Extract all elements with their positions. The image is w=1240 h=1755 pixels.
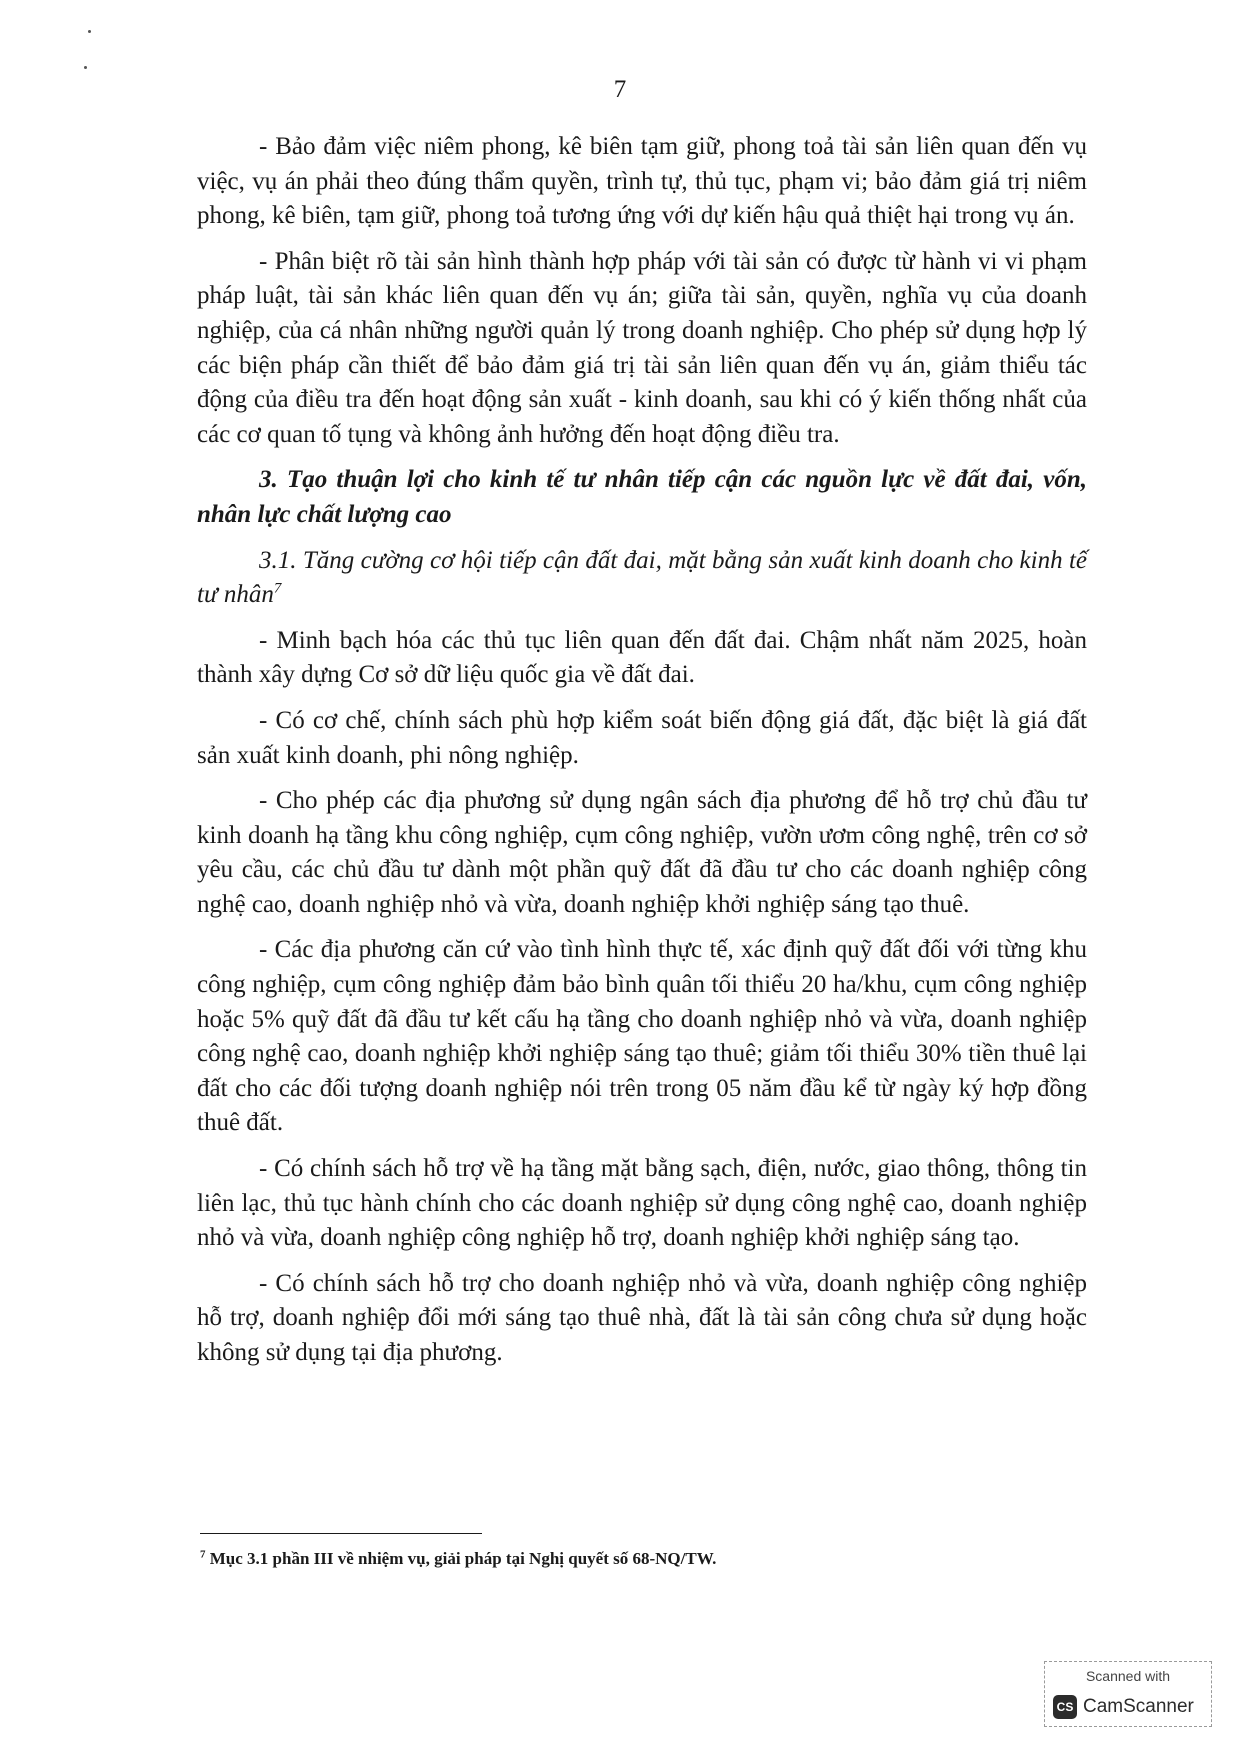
paragraph-local-budget-support: - Cho phép các địa phương sử dụng ngân sách địa phương để hỗ trợ chủ đầu tư kinh doanh hạ tầng khu công nghiệp, cụm công nghiệp, vườn ươm công nghệ, trên cơ sở yêu cầu, các chủ đầu tư dành một phần quỹ đất đã đầu tư cho các doanh nghiệp công nghệ cao, doanh nghiệp nhỏ và vừa, doanh nghiệp khởi nghiệp sáng tạo thuê. (197, 787, 1087, 918)
footnote-reference: 7 (273, 580, 282, 597)
footnote-marker: 7 (200, 1548, 206, 1561)
paragraph-land-transparency: - Minh bạch hóa các thủ tục liên quan đến đất đai. Chậm nhất năm 2025, hoàn thành xây dựng Cơ sở dữ liệu quốc gia về đất đai. (197, 626, 1087, 689)
footnote-text: Mục 3.1 phần III về nhiệm vụ, giải pháp tại Nghị quyết số 68-NQ/TW. (205, 1549, 717, 1568)
camscanner-logo-icon: CS (1053, 1695, 1077, 1719)
footnote (200, 1547, 1080, 1571)
paragraph-land-fund-allocation: - Các địa phương căn cứ vào tình hình thực tế, xác định quỹ đất đối với từng khu công nghiệp, cụm công nghiệp đảm bảo bình quân tối thiểu 20 ha/khu, cụm công nghiệp hoặc 5% quỹ đất đã đầu tư kết cấu hạ tầng cho doanh nghiệp nhỏ và vừa, doanh nghiệp công nghệ cao, doanh nghiệp khởi nghiệp sáng tạo thuê; giảm tối thiểu 30% tiền thuê lại đất cho các đối tượng doanh nghiệp nói trên trong 05 năm đầu kể từ ngày ký hợp đồng thuê đất. (197, 936, 1087, 1137)
stamp-caption: Scanned with (1085, 1668, 1171, 1684)
paragraph-asset-sealing: - Bảo đảm việc niêm phong, kê biên tạm giữ, phong toả tài sản liên quan đến vụ việc, vụ án phải theo đúng thẩm quyền, trình tự, thủ tục, phạm vi; bảo đảm giá trị niêm phong, kê biên, tạm giữ, phong toả tương ứng với dự kiến hậu quả thiệt hại trong vụ án. (197, 133, 1087, 230)
paragraph-land-price-control: - Có cơ chế, chính sách phù hợp kiểm soát biến động giá đất, đặc biệt là giá đất sản xuất kinh doanh, phi nông nghiệp. (197, 706, 1087, 769)
scan-speck (88, 30, 91, 33)
paragraph-public-asset-lease: - Có chính sách hỗ trợ cho doanh nghiệp nhỏ và vừa, doanh nghiệp công nghiệp hỗ trợ, doanh nghiệp đổi mới sáng tạo thuê nhà, đất là tài sản công chưa sử dụng hoặc không sử dụng tại địa phương. (197, 1269, 1087, 1366)
paragraph-infrastructure-support: - Có chính sách hỗ trợ về hạ tầng mặt bằng sạch, điện, nước, giao thông, thông tin liên lạc, thủ tục hành chính cho các doanh nghiệp sử dụng công nghệ cao, doanh nghiệp nhỏ và vừa, doanh nghiệp công nghiệp hỗ trợ, doanh nghiệp khởi nghiệp sáng tạo. (197, 1155, 1087, 1252)
footnote-divider (200, 1533, 482, 1534)
scan-speck (84, 66, 87, 69)
stamp-brand-name: CamScanner (1083, 1696, 1194, 1717)
page-number: 7 (613, 76, 627, 103)
subheading-text: 3.1. Tăng cường cơ hội tiếp cận đất đai, mặt bằng sản xuất kinh doanh cho kinh tế tư nhân (197, 546, 1087, 609)
paragraph-asset-distinction: - Phân biệt rõ tài sản hình thành hợp pháp với tài sản có được từ hành vi vi phạm pháp luật, tài sản khác liên quan đến vụ án; giữa tài sản, quyền, nghĩa vụ của doanh nghiệp, của cá nhân những người quản lý trong doanh nghiệp. Cho phép sử dụng hợp lý các biện pháp cần thiết để bảo đảm giá trị tài sản liên quan đến vụ án, giảm thiểu tác động của điều tra đến hoạt động sản xuất - kinh doanh, sau khi có ý kiến thống nhất của các cơ quan tố tụng và không ảnh hưởng đến hoạt động điều tra. (197, 247, 1087, 448)
section-subheading-3-1 (197, 544, 1087, 613)
document-body (197, 130, 1087, 1382)
section-heading-3: 3. Tạo thuận lợi cho kinh tế tư nhân tiếp cận các nguồn lực về đất đai, vốn, nhân lực chất lượng cao (197, 466, 1087, 528)
camscanner-watermark (1044, 1661, 1212, 1727)
